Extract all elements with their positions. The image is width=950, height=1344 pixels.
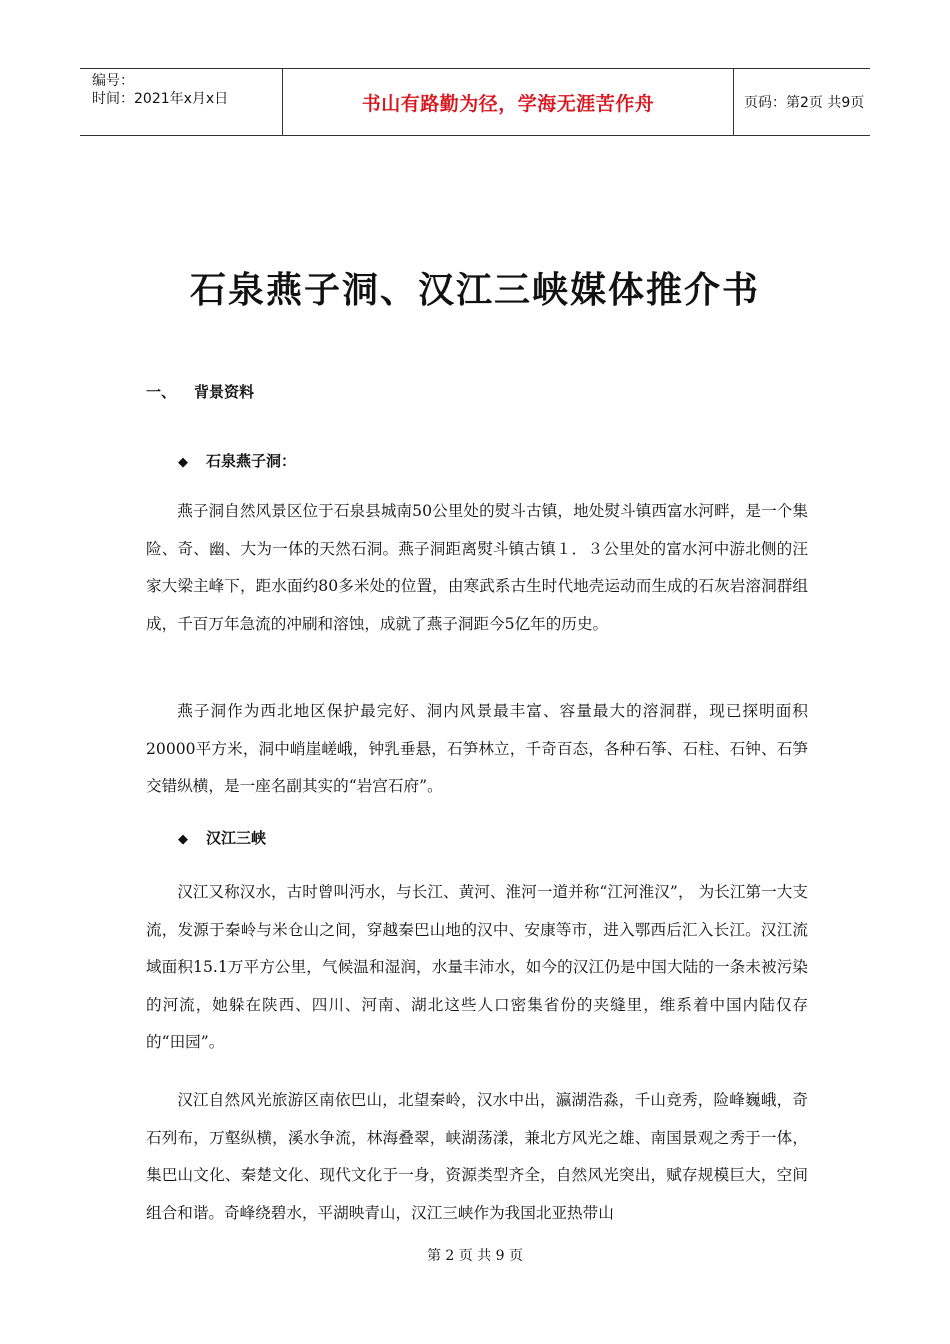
header-page-info: 页码：第2页 共9页 (744, 95, 865, 111)
paragraph: 汉江自然风光旅游区南依巴山，北望秦岭，汉水中出，瀛湖浩淼，千山竞秀，险峰巍峨，奇石列布，万壑纵横，溪水争流，林海叠翠，峡湖荡漾，兼北方风光之雄、南国景观之秀于一体，集巴山文化、秦楚文化、现代文化于一身，资源类型齐全，自然风光突出，赋存规模巨大，空间组合和谐。奇峰绕碧水，平湖映青山，汉江三峡作为我国北亚热带山 (146, 1091, 808, 1222)
subsection-heading (178, 827, 266, 848)
section-heading (146, 381, 254, 402)
subsection-label: 石泉燕子洞： (206, 452, 297, 470)
diamond-bullet-icon: ◆ (178, 455, 188, 470)
header-table (80, 68, 870, 136)
subsection-label: 汉江三峡 (206, 829, 267, 847)
paragraph: 汉江又称汉水，古时曾叫沔水，与长江、黄河、淮河一道并称“江河淮汉”， 为长江第一大支流，发源于秦岭与米仓山之间，穿越秦巴山地的汉中、安康等市，进入鄂西后汇入长江。汉江流域面积15.1万平方公里，气候温和湿润，水量丰沛水，如今的汉江仍是中国大陆的一条未被污染的河流，她躲在陕西、四川、河南、湖北这些人口密集省份的夹缝里，维系着中国内陆仅存的“田园”。 (146, 883, 808, 1051)
subsection-heading (178, 450, 296, 471)
page-footer: 第 2 页 共 9 页 (426, 1248, 524, 1264)
header-motto-cell (282, 69, 734, 135)
paragraph: 燕子洞作为西北地区保护最完好、洞内风景最丰富、容量最大的溶洞群，现已探明面积20000平方米，洞中峭崖嵯峨，钟乳垂悬，石笋林立，千奇百态，各种石筝、石柱、石钟、石笋交错纵横，是一座名副其实的“岩宫石府”。 (146, 702, 808, 795)
document-title: 石泉燕子洞、汉江三峡媒体推介书 (189, 269, 760, 311)
section-number: 一、 (146, 383, 177, 401)
section-label: 背景资料 (194, 383, 255, 401)
header-motto: 书山有路勤为径，学海无涯苦作舟 (361, 92, 655, 115)
diamond-bullet-icon: ◆ (178, 832, 188, 847)
time-label: 时间：2021年x月x日 (92, 91, 229, 107)
header-meta (80, 69, 282, 135)
paragraph: 燕子洞自然风景区位于石泉县城南50公里处的熨斗古镇，地处熨斗镇西富水河畔，是一个集险、奇、幽、大为一体的天然石洞。燕子洞距离熨斗镇古镇１．３公里处的富水河中游北侧的汪家大梁主峰下，距水面约80多米处的位置，由寒武系古生时代地壳运动而生成的石灰岩溶洞群组成，千百万年急流的冲刷和溶蚀，成就了燕子洞距今5亿年的历史。 (146, 502, 808, 633)
number-label: 编号： (92, 73, 134, 89)
